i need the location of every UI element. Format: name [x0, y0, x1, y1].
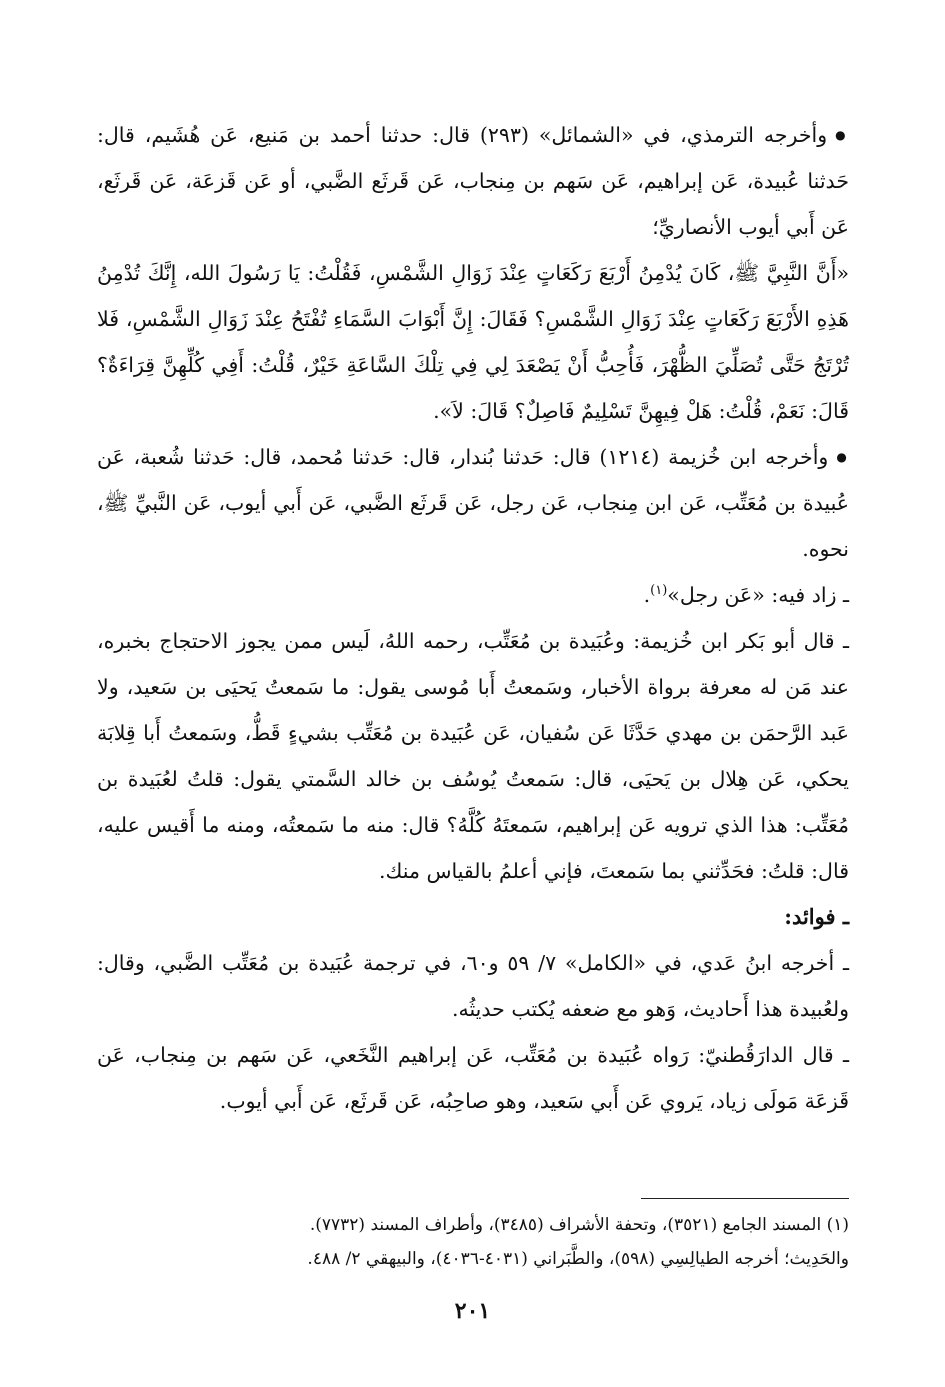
- paragraph-ibn-khuzaymah-comment: ـ قال أبو بَكر ابن خُزيمة: وعُبَيدة بن مُعَتِّب، رحمه اللهُ، لَيس ممن يجوز الاحتجاج بخبره، عند مَن له معرفة برواة الأخبار، وسَمعتُ أَبا مُوسى يقول: ما سَمعتُ يَحيَى بن سَعيد، ولا عَبد الرَّحمَن بن مهدي حَدَّثَا عَن سُفيان، عَن عُبَيدة بن مُعَتِّب بشيءٍ قَطُّ، وسَمعتُ أَبا قِلابَة يحكي، عَن هِلال بن يَحيَى، قال: سَمعتُ يُوسُف بن خالد السَّمتي يقول: قلتُ لعُبَيدة بن مُعَتِّب: هذا الذي ترويه عَن إبراهيم، سَمعتَهُ كُلَّهُ؟ قال: منه ما سَمعتُه، ومنه ما أَقيس عليه، قال: قلتُ: فحَدِّثني بما سَمعتَ، فإني أعلمُ بالقياس منك.: [97, 629, 849, 883]
- section-heading-benefits: ـ فوائد:: [784, 904, 849, 929]
- footnote-2: والحَدِيث؛ أخرجه الطيالِسِي (٥٩٨)، والطَّبَراني (٤٠٣١-٤٠٣٦)، والبيهقي ٢/ ٤٨٨.: [307, 1249, 849, 1269]
- addition-text: ـ زاد فيه: «عَن رجل»: [667, 583, 849, 607]
- footnote-marker: (١): [650, 583, 668, 599]
- page-number: ٢٠١: [454, 1298, 491, 1324]
- paragraph-hadith-text: «أَنَّ النَّبِيَّ ﷺ، كَانَ يُدْمِنُ أَرْبَعَ رَكَعَاتٍ عِنْدَ زَوَالِ الشَّمْسِ، فَقُلْتُ: يَا رَسُولَ الله، إِنَّكَ تُدْمِنُ هَذِهِ الأَرْبَعَ رَكَعَاتٍ عِنْدَ زَوَالِ الشَّمْسِ؟ فَقَالَ: إِنَّ أَبْوَابَ السَّمَاءِ تُفْتَحُ عِنْدَ زَوَالِ الشَّمْسِ، فَلا تُرْتَجُ حَتَّى تُصَلِّيَ الظُّهْرَ، فَأُحِبُّ أَنْ يَصْعَدَ لِي فِي تِلْكَ السَّاعَةِ خَيْرٌ، قُلْتُ: أَفِي كُلِّهِنَّ قِرَاءَةٌ؟ قَالَ: نَعَمْ، قُلْتُ: هَلْ فِيهِنَّ تَسْلِيمٌ فَاصِلٌ؟ قَالَ: لاَ».: [97, 261, 849, 423]
- main-text: [97, 112, 849, 1124]
- paragraph-addition: ـ زاد فيه: «عَن رجل»$^{(١)}$.: [643, 583, 849, 607]
- paragraph-ibn-adi: ـ أخرجه ابنُ عَدي، في «الكامل» ٧/ ٥٩ و٦٠، في ترجمة عُبَيدة بن مُعَتِّب الضَّبي، وقال: ولعُبيدة هذا أَحاديث، وَهو مع ضعفه يُكتب حديثُه.: [97, 951, 849, 1021]
- footnotes: [97, 1208, 849, 1276]
- paragraph-ibn-khuzaymah: ● وأخرجه ابن خُزيمة (١٢١٤) قال: حَدثنا بُندار، قال: حَدثنا مُحمد، قال: حَدثنا شُعبة، عَن عُبيدة بن مُعَتِّب، عَن ابن مِنجاب، عَن رجل، عَن قَرثَع الضَّبي، عَن أَبي أيوب، عَن النَّبيِّ ﷺ، نحوه.: [97, 434, 849, 572]
- footnote-1: (١) المسند الجامع (٣٥٢١)، وتحفة الأشراف (٣٤٨٥)، وأطراف المسند (٧٧٣٢).: [309, 1215, 849, 1235]
- footnote-divider: [641, 1198, 849, 1199]
- paragraph-tirmidhi: ● وأخرجه الترمذي، في «الشمائل» (٢٩٣) قال: حدثنا أحمد بن مَنيع، عَن هُشَيم، قال: حَدثنا عُبيدة، عَن إبراهيم، عَن سَهم بن مِنجاب، عَن قَرثَع الضَّبي، أو عَن قَزعَة، عَن قَرثَع، عَن أَبي أيوب الأنصاريِّ؛: [97, 112, 849, 250]
- paragraph-daraqutni: ـ قال الدارَقُطنيّ: رَواه عُبَيدة بن مُعَتِّب، عَن إبراهيم النَّخَعي، عَن سَهم بن مِنجاب، عَن قَزعَة مَولَى زياد، يَروي عَن أَبي سَعيد، وهو صاحِبُه، عَن قَرثَع، عَن أَبي أيوب.: [97, 1043, 849, 1113]
